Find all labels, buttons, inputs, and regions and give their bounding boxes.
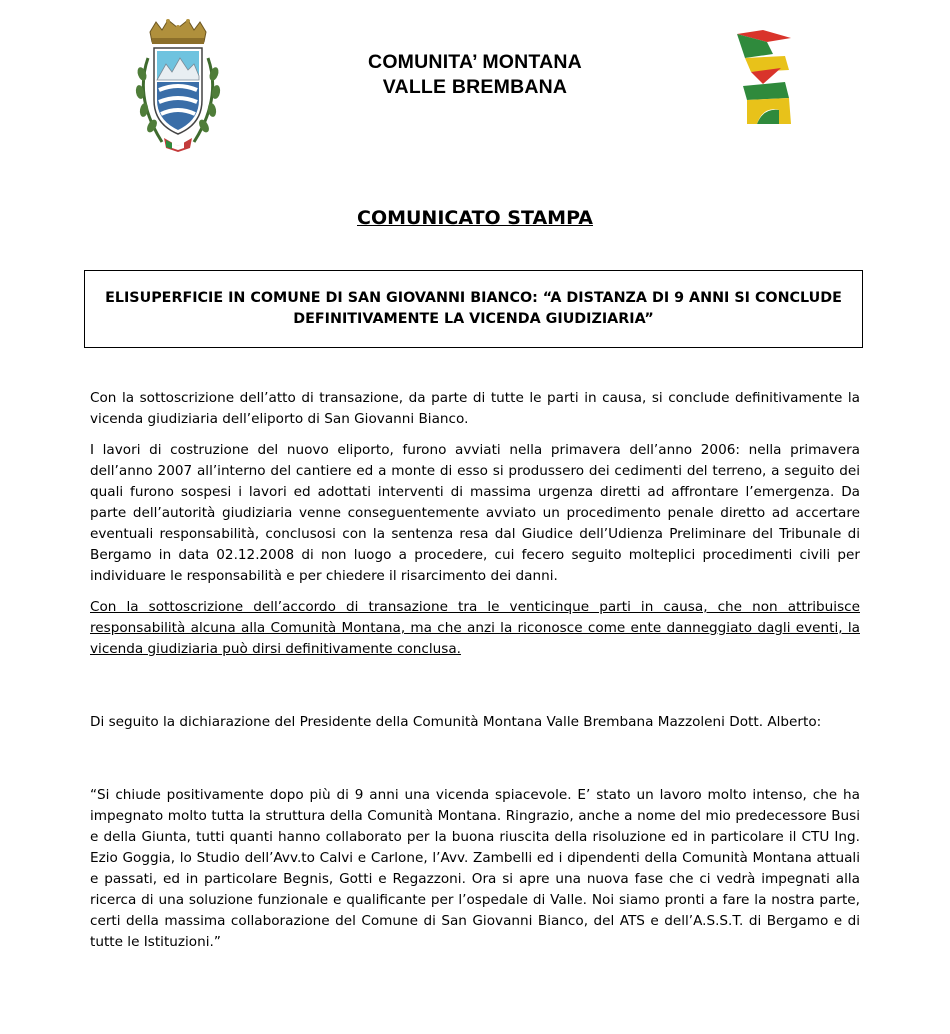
stylized-letters-logo-icon	[733, 28, 795, 128]
headline-box	[84, 270, 863, 348]
paragraph-declaration-intro: Di seguito la dichiarazione del Presidente della Comunità Montana Valle Brembana Mazzoleni Dott. Alberto:	[90, 714, 822, 730]
press-release-body	[90, 388, 860, 953]
organization-name	[250, 50, 700, 100]
paragraph-agreement: Con la sottoscrizione dell’accordo di transazione tra le venticinque parti in causa, che non attribuisce responsabilità alcuna alla Comunità Montana, ma che anzi la riconosce come ente danneggiato dagli eventi, la vicenda giudiziaria può dirsi definitivamente conclusa.	[90, 599, 860, 657]
paragraph-intro: Con la sottoscrizione dell’atto di transazione, da parte di tutte le parti in causa, si conclude definitivamente la vicenda giudiziaria dell’eliporto di San Giovanni Bianco.	[90, 390, 860, 427]
coat-of-arms-icon	[128, 18, 228, 158]
headline-line1: ELISUPERFICIE IN COMUNE DI SAN GIOVANNI BIANCO: “A DISTANZA DI 9 ANNI SI CONCLUDE	[105, 290, 842, 306]
document-type-title: COMUNICATO STAMPA	[357, 207, 593, 229]
org-name-line1: COMUNITA’ MONTANA	[368, 51, 582, 73]
paragraph-president-quote: “Si chiude positivamente dopo più di 9 anni una vicenda spiacevole. E’ stato un lavoro molto intenso, che ha impegnato molto tutta la struttura della Comunità Montana. Ringrazio, anche a nome del mio predecessore Busi e della Giunta, tutti quanti hanno collaborato per la buona riuscita della risoluzione ed in particolare il CTU Ing. Ezio Goggia, lo Studio dell’Avv.to Calvi e Carlone, l’Avv. Zambelli ed i dipendenti della Comunità Montana attuali e passati, ed in particolare Begnis, Gotti e Regazzoni. Ora si apre una nuova fase che ci vedrà impegnati alla ricerca di una soluzione funzionale e qualificante per l’ospedale di Valle. Noi siamo pronti a fare la nostra parte, certi della massima collaborazione del Comune di San Giovanni Bianco, del ATS e dell’A.S.S.T. di Bergamo e di tutte le Istituzioni.”	[90, 787, 860, 950]
org-name-line2: VALLE BREMBANA	[382, 76, 568, 98]
stylized-letters-logo	[733, 28, 795, 128]
headline-line2: DEFINITIVAMENTE LA VICENDA GIUDIZIARIA”	[293, 311, 654, 327]
coat-of-arms-logo	[128, 18, 228, 158]
paragraph-background: I lavori di costruzione del nuovo eliporto, furono avviati nella primavera dell’anno 2006: nella primavera dell’anno 2007 all’interno del cantiere ed a monte di esso si produssero dei cedimenti del terreno, a seguito dei quali furono sospesi i lavori ed adottati interventi di massima urgenza diretti ad affrontare l’emergenza. Da parte dell’autorità giudiziaria venne conseguentemente avviato un procedimento penale diretto ad accertare eventuali responsabilità, conclusosi con la sentenza resa dal Giudice dell’Udienza Preliminare del Tribunale di Bergamo in data 02.12.2008 di non luogo a procedere, cui fecero seguito molteplici procedimenti civili per individuare le responsabilità e per chiedere il risarcimento dei danni.	[90, 442, 860, 584]
